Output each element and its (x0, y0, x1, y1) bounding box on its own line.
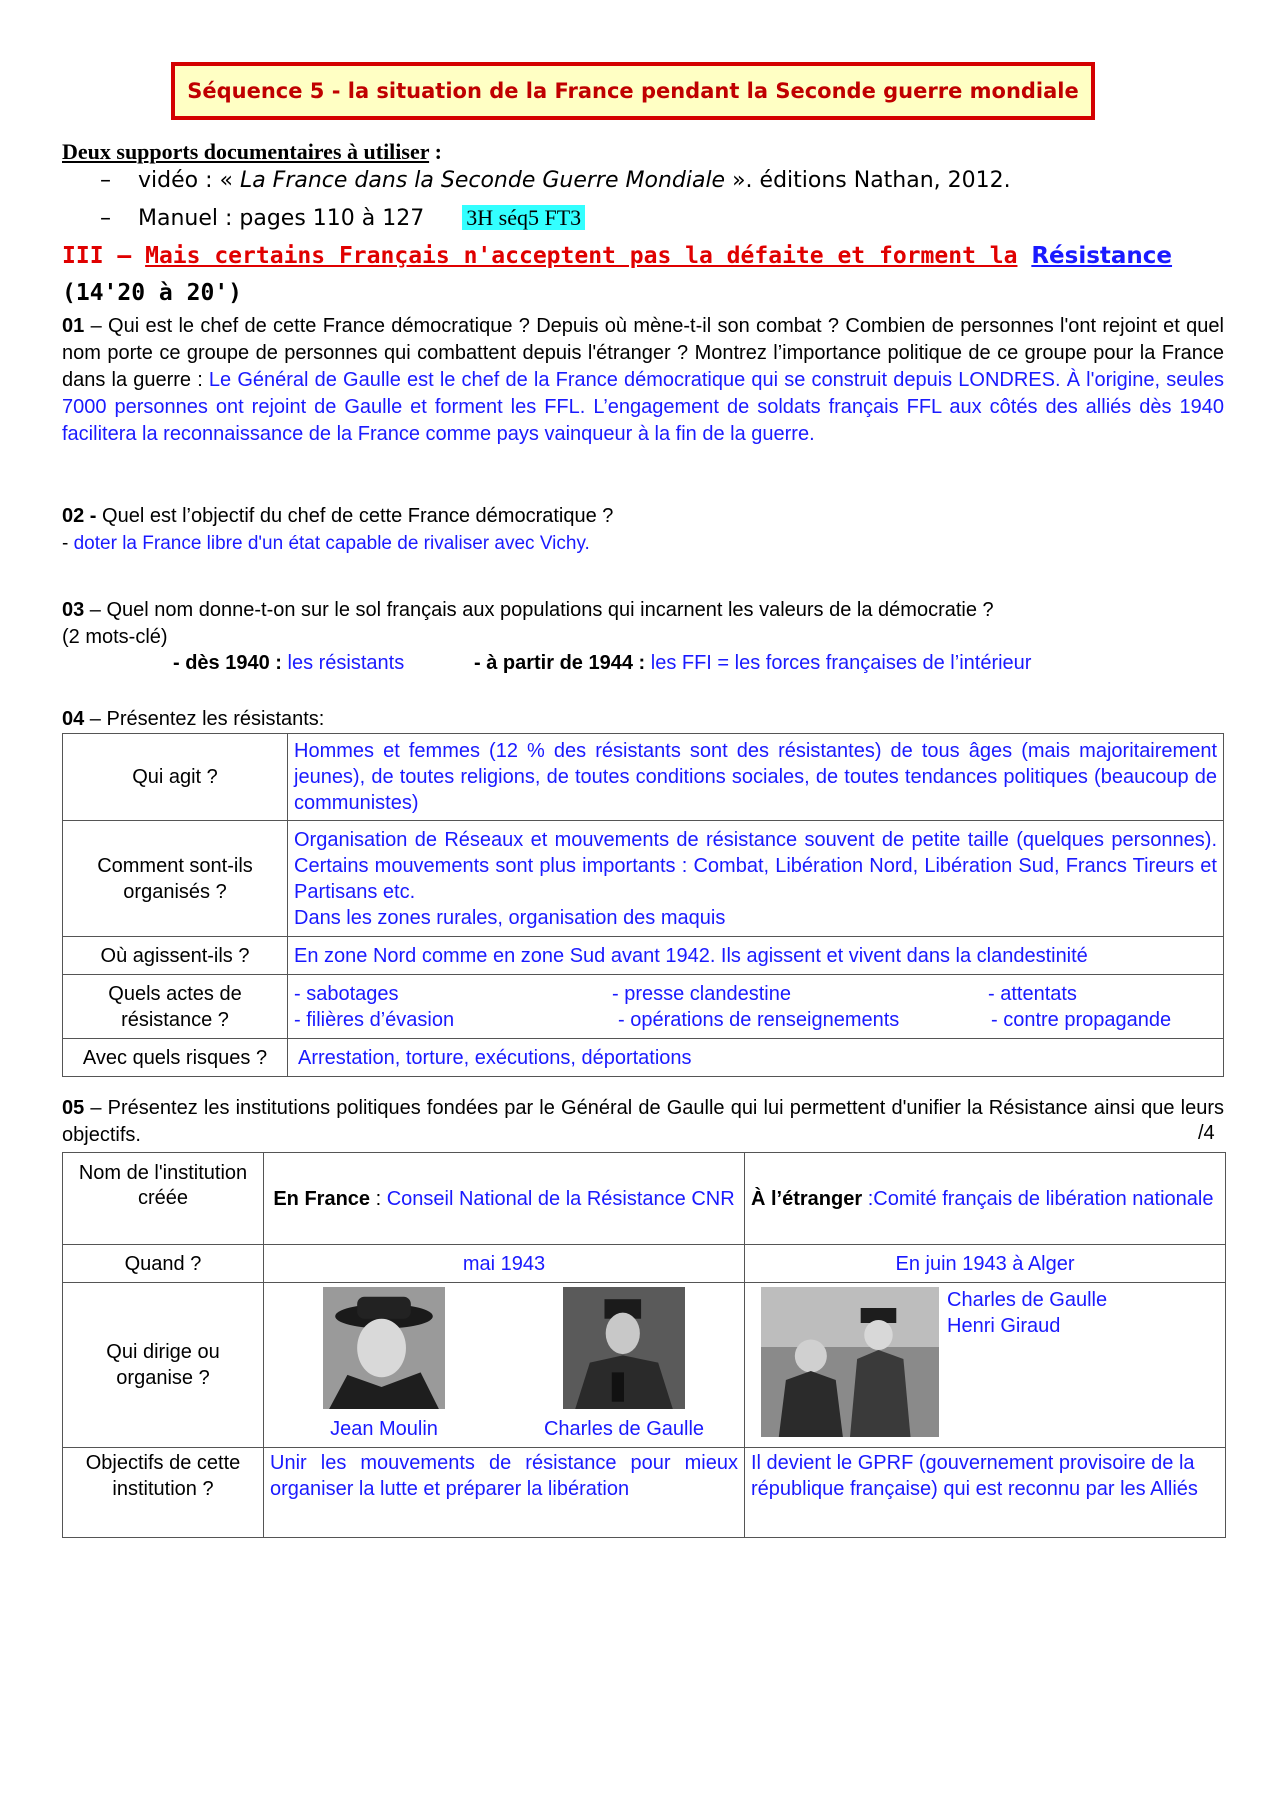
sequence-title-text: Séquence 5 - la situation de la France pendant la Seconde guerre mondiale (187, 79, 1079, 103)
sequence-badge: 3H séq5 FT3 (462, 205, 585, 230)
support-manuel: – Manuel : pages 110 à 127 3H séq5 FT3 (100, 205, 585, 231)
charles-de-gaulle-photo (563, 1287, 685, 1409)
question-02: 02 - Quel est l’objectif du chef de cette France démocratique ? (62, 505, 614, 527)
support-video: – vidéo : « La France dans la Seconde Guerre Mondiale ». éditions Nathan, 2012. (100, 168, 1011, 193)
points-badge: /4 (1198, 1122, 1215, 1144)
sequence-title (171, 62, 1095, 120)
abroad-leaders: Charles de Gaulle Henri Giraud (947, 1289, 1108, 1337)
table-row: Qui agit ? Hommes et femmes (12 % des résistants sont des résistantes) de tous âges (mais majoritairement jeunes), de toutes religions, de toutes conditions sociales, de toutes tendances politiques (beaucoup de communistes) (63, 734, 1224, 821)
answer-01: Le Général de Gaulle est le chef de la France démocratique qui se construit depuis LONDRES. À l'origine, seules 7000 personnes ont rejoint de Gaulle et forment les FFL. L’engagement de soldats français FFL aux côtés des alliés dès 1940 facilitera la reconnaissance de la France comme pays vainqueur à la fin de la guerre. (62, 369, 1225, 445)
table-row: Nom de l'institution créée En France : Conseil National de la Résistance CNR À l’étranger :Comité français de libération nationale (63, 1153, 1226, 1245)
table-row: Quels actes de résistance ? - sabotages - presse clandestine - attentats - filières d’évasion - opérations de renseignements - contre propagande (63, 975, 1224, 1039)
answer-03: - dès 1940 : les résistants (173, 652, 405, 674)
table-row: Qui dirige ou organise ? Jean Moulin Charles de Gaulle Charles de Gaulle Henri Giraud (63, 1283, 1226, 1448)
question-01: 01 – Qui est le chef de cette France démocratique ? Depuis où mène-t-il son combat ? Combien de personnes l'ont rejoint et quel nom porte ce groupe de personnes qui combattent depuis l'étranger ? Montrez l’importance politique de ce groupe pour la France dans la guerre : Le Général de Gaulle est le chef de la France démocratique qui se construit depuis LONDRES. À l'origine, seules 7000 personnes ont rejoint de Gaulle et forment les FFL. L’engagement de soldats français FFL aux côtés des alliés dès 1940 facilitera la reconnaissance de la France comme pays vainqueur à la fin de la guerre. (62, 315, 1225, 445)
table-row: Comment sont-ils organisés ? Organisation de Réseaux et mouvements de résistance souvent de petite taille (quelques personnes). Certains mouvements sont plus importants : Combat, Libération Nord, Libération Sud, Francs Tireurs et Partisans etc. Dans les zones rurales, organisation des maquis (63, 821, 1224, 937)
question-04: 04 – Présentez les résistants: (62, 708, 325, 730)
photo-caption-moulin: Jean Moulin (330, 1418, 438, 1440)
resistants-table (62, 733, 1224, 1077)
section-heading: III – Mais certains Français n'acceptent pas la défaite et forment la Résistance (62, 243, 1173, 269)
question-03-note: (2 mots-clé) (62, 626, 168, 648)
institutions-table (62, 1152, 1226, 1538)
section-timing: (14'20 à 20') (62, 280, 243, 306)
table-row: Quand ? mai 1943 En juin 1943 à Alger (63, 1245, 1226, 1283)
question-05: 05 – Présentez les institutions politiques fondées par le Général de Gaulle qui lui permettent d'unifier la Résistance ainsi que leurs objectifs. (62, 1097, 1224, 1146)
table-row: Objectifs de cette institution ? Unir les mouvements de résistance pour mieux organiser la lutte et préparer la libération Il devient le GPRF (gouvernement provisoire de la république française) qui est reconnu par les Alliés (63, 1448, 1226, 1538)
photo-caption-de-gaulle: Charles de Gaulle (543, 1418, 705, 1440)
video-title: La France dans la Seconde Guerre Mondiale (239, 168, 726, 193)
resistance-link[interactable]: Résistance (1031, 243, 1173, 269)
jean-moulin-photo (323, 1287, 445, 1409)
table-row: Avec quels risques ? Arrestation, torture, exécutions, déportations (63, 1039, 1224, 1077)
de-gaulle-giraud-photo (761, 1287, 939, 1437)
answer-03b: - à partir de 1944 : les FFI = les forces françaises de l’intérieur (474, 652, 1032, 674)
answer-02: - doter la France libre d'un état capable de rivaliser avec Vichy. (62, 533, 590, 554)
question-03: 03 – Quel nom donne-t-on sur le sol français aux populations qui incarnent les valeurs de la démocratie ? (62, 599, 994, 621)
table-row: Où agissent-ils ? En zone Nord comme en zone Sud avant 1942. Ils agissent et vivent dans la clandestinité (63, 937, 1224, 975)
supports-heading: Deux supports documentaires à utiliser : (62, 139, 442, 164)
